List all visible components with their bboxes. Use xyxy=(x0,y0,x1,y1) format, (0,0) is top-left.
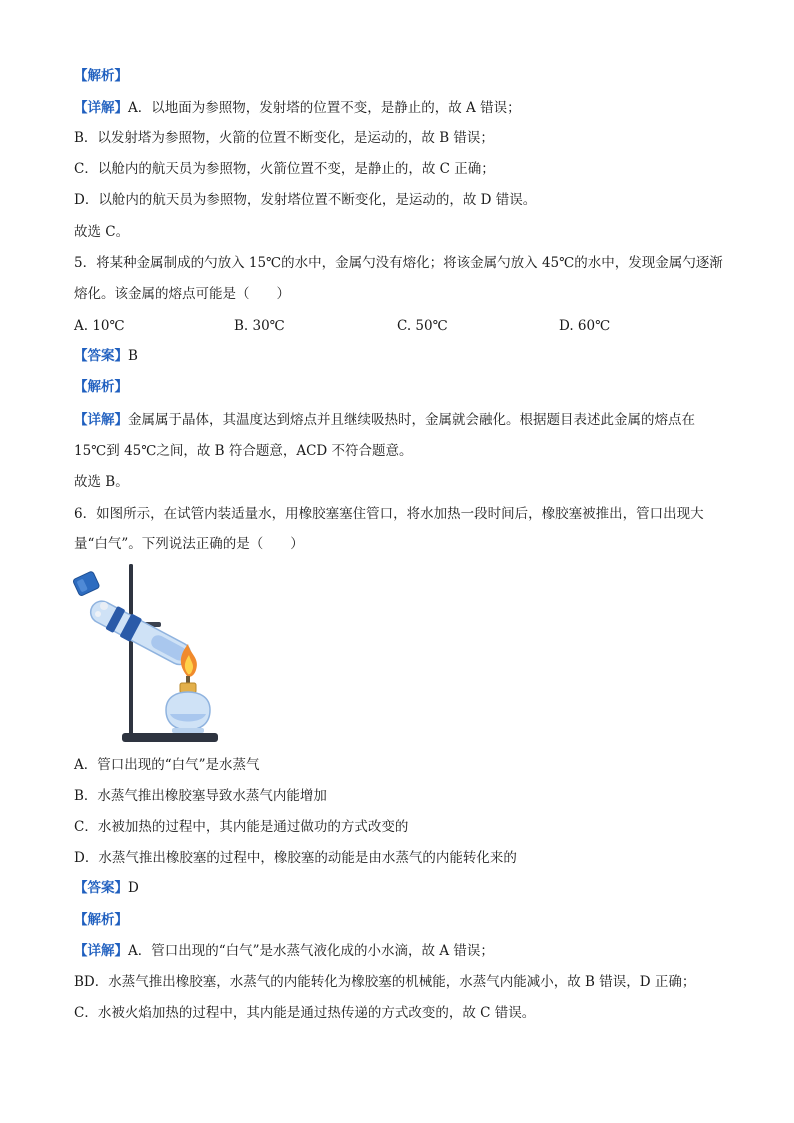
line-text: C．以舱内的航天员为参照物，火箭位置不变，是静止的，故 C 正确； xyxy=(74,161,495,177)
line-text: A．管口出现的“白气”是水蒸气 xyxy=(74,757,260,773)
line-text: B．以发射塔为参照物，火箭的位置不断变化，是运动的，故 B 错误； xyxy=(74,130,494,146)
tag-label: 【解析】 xyxy=(74,912,128,928)
option-a: A. 10℃ xyxy=(74,318,125,334)
answer-value: D xyxy=(128,880,139,896)
q6-option-a xyxy=(74,755,260,775)
answer-choice-line-2 xyxy=(74,472,129,492)
tag-label: 【答案】 xyxy=(74,880,128,896)
detail-line-6c xyxy=(74,1003,535,1023)
detail-line-5a xyxy=(74,410,695,430)
line-text: 故选 B。 xyxy=(74,474,129,490)
tag-label: 【答案】 xyxy=(74,348,128,364)
line-text: B．水蒸气推出橡胶塞导致水蒸气内能增加 xyxy=(74,788,327,804)
tag-label: 【解析】 xyxy=(74,379,128,395)
line-text: D．以舱内的航天员为参照物，发射塔位置不断变化，是运动的，故 D 错误。 xyxy=(74,192,537,208)
question-5-options xyxy=(74,316,714,336)
analysis-heading-2 xyxy=(74,377,128,397)
tag-label: 【详解】 xyxy=(74,943,128,959)
line-text: 熔化。该金属的熔点可能是（ ） xyxy=(74,286,290,302)
analysis-heading-1 xyxy=(74,66,128,86)
line-text: A．以地面为参照物，发射塔的位置不变，是静止的，故 A 错误； xyxy=(128,100,521,116)
line-text: C．水被火焰加热的过程中，其内能是通过热传递的方式改变的，故 C 错误。 xyxy=(74,1005,536,1021)
detail-line-6b xyxy=(74,972,695,992)
steam-puff xyxy=(100,602,108,610)
option-d: D. 60℃ xyxy=(559,318,611,334)
test-tube-experiment-illustration xyxy=(70,560,220,750)
line-text: 6．如图所示，在试管内装适量水，用橡胶塞塞住管口，将水加热一段时间后，橡胶塞被推出，管口出现大 xyxy=(74,506,704,522)
tag-label: 【详解】 xyxy=(74,412,128,428)
detail-line-6a xyxy=(74,941,494,961)
experiment-figure xyxy=(70,560,220,750)
question-5-line-2 xyxy=(74,284,290,304)
question-6-line-1 xyxy=(74,504,704,524)
line-text: 5．将某种金属制成的勺放入 15℃的水中，金属勺没有熔化；将该金属勺放入 45℃的水中，发现金属勺逐渐 xyxy=(74,255,723,271)
detail-line-3 xyxy=(74,159,495,179)
option-c: C. 50℃ xyxy=(397,318,448,334)
analysis-heading-3 xyxy=(74,910,128,930)
alcohol-lamp xyxy=(166,692,210,730)
tag-label: 【解析】 xyxy=(74,68,128,84)
stand-rod xyxy=(129,564,133,736)
detail-line-5b xyxy=(74,441,413,461)
line-text: D．水蒸气推出橡胶塞的过程中，橡胶塞的动能是由水蒸气的内能转化来的 xyxy=(74,850,517,866)
line-text: BD．水蒸气推出橡胶塞，水蒸气的内能转化为橡胶塞的机械能，水蒸气内能减小，故 B 错误，D 正确； xyxy=(74,974,696,990)
answer-choice-line-1 xyxy=(74,222,129,242)
q6-option-b xyxy=(74,786,327,806)
line-text: C．水被加热的过程中，其内能是通过做功的方式改变的 xyxy=(74,819,409,835)
detail-line-4 xyxy=(74,190,536,210)
option-b: B. 30℃ xyxy=(234,318,285,334)
question-6-line-2 xyxy=(74,534,304,554)
line-text: 量“白气”。下列说法正确的是（ ） xyxy=(74,536,304,552)
q6-option-d xyxy=(74,848,517,868)
line-text: A．管口出现的“白气”是水蒸气液化成的小水滴，故 A 错误； xyxy=(128,943,494,959)
answer-value: B xyxy=(128,348,138,364)
line-text: 15℃到 45℃之间，故 B 符合题意，ACD 不符合题意。 xyxy=(74,443,413,459)
tag-label: 【详解】 xyxy=(74,100,128,116)
question-5-line-1 xyxy=(74,253,723,273)
answer-line-5 xyxy=(74,346,138,366)
answer-line-6 xyxy=(74,878,139,898)
line-text: 故选 C。 xyxy=(74,224,130,240)
stand-base xyxy=(122,733,218,742)
rubber-stopper xyxy=(72,571,100,597)
line-text: 金属属于晶体，其温度达到熔点并且继续吸热时，金属就会融化。根据题目表述此金属的熔点在 xyxy=(128,412,695,428)
q6-option-c xyxy=(74,817,408,837)
detail-line-2 xyxy=(74,128,494,148)
detail-line-1 xyxy=(74,98,521,118)
